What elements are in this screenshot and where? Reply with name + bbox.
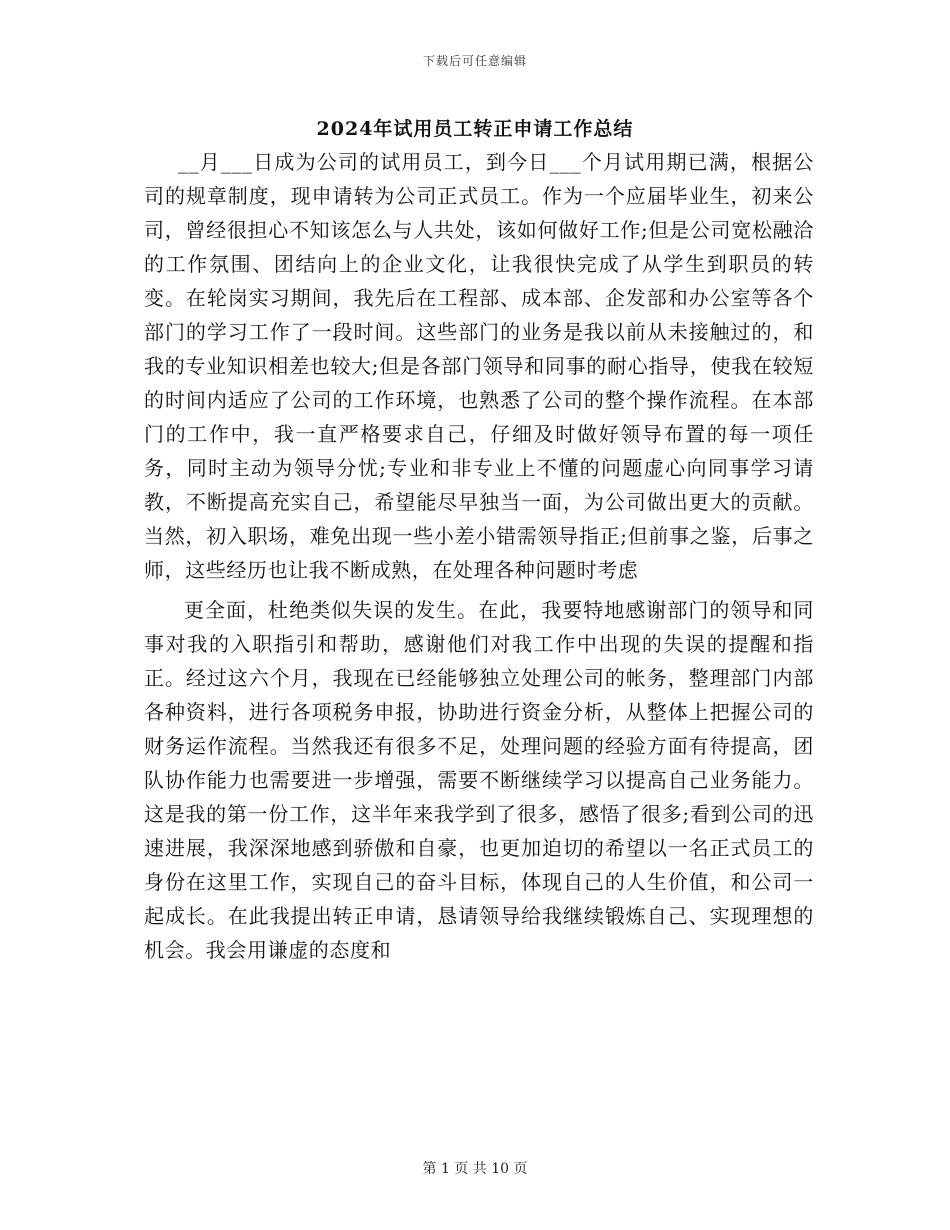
paragraph-1: __月___日成为公司的试用员工，到今日___个月试用期已满，根据公司的规章制度，现申请转为公司正式员工。作为一个应届毕业生，初来公司，曾经很担心不知该怎么与人共处，该如何做好工作;但是公司宽松融洽的工作氛围、团结向上的企业文化，让我很快完成了从学生到职员的转变。在轮岗实习期间，我先后在工程部、成本部、企发部和办公室等各个部门的学习工作了一段时间。这些部门的业务是我以前从未接触过的，和我的专业知识相差也较大;但是各部门领导和同事的耐心指导，使我在较短的时间内适应了公司的工作环境，也熟悉了公司的整个操作流程。在本部门的工作中，我一直严格要求自己，仔细及时做好领导布置的每一项任务，同时主动为领导分忧;专业和非专业上不懂的问题虚心向同事学习请教，不断提高充实自己，希望能尽早独当一面，为公司做出更大的贡献。当然，初入职场，难免出现一些小差小错需领导指正;但前事之鉴，后事之师，这些经历也让我不断成熟，在处理各种问题时考虑	[144, 150, 814, 582]
paragraph-2: 更全面，杜绝类似失误的发生。在此，我要特地感谢部门的领导和同事对我的入职指引和帮助，感谢他们对我工作中出现的失误的提醒和指正。经过这六个月，我现在已经能够独立处理公司的帐务，整理部门内部各种资料，进行各项税务申报，协助进行资金分析，从整体上把握公司的财务运作流程。当然我还有很多不足，处理问题的经验方面有待提高，团队协作能力也需要进一步增强，需要不断继续学习以提高自己业务能力。这是我的第一份工作，这半年来我学到了很多，感悟了很多;看到公司的迅速进展，我深深地感到骄傲和自豪，也更加迫切的希望以一名正式员工的身份在这里工作，实现自己的奋斗目标，体现自己的人生价值，和公司一起成长。在此我提出转正申请，恳请领导给我继续锻炼自己、实现理想的机会。我会用谦虚的态度和	[144, 598, 814, 962]
document-body	[144, 145, 814, 967]
download-note: 下载后可任意编辑	[422, 54, 527, 68]
page-number: 第 1 页 共 10 页	[422, 1161, 528, 1177]
document-title: 2024年试用员工转正申请工作总结	[316, 118, 634, 140]
